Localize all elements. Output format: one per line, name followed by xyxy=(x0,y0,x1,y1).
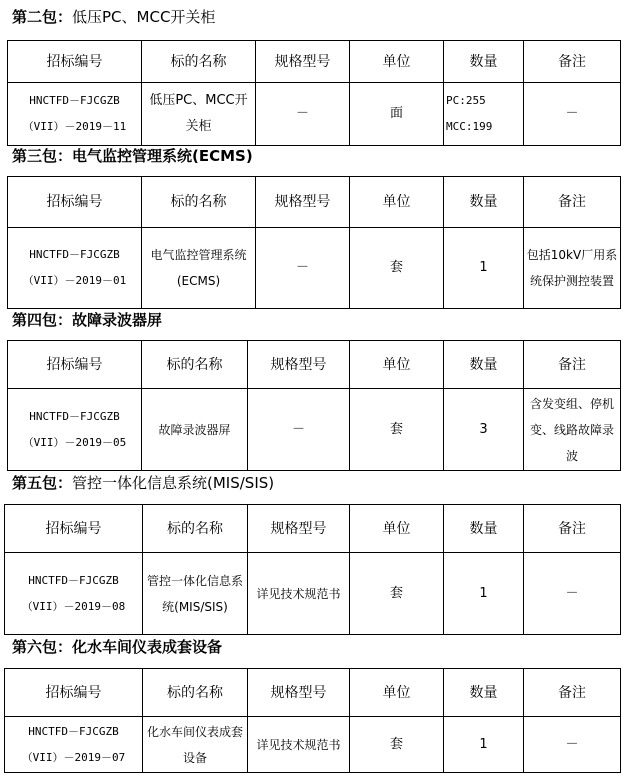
package-table-3 xyxy=(7,176,621,309)
header-remark: 备注 xyxy=(524,669,621,717)
header-remark: 备注 xyxy=(524,341,621,389)
header-spec: 规格型号 xyxy=(256,177,350,228)
table-header-row xyxy=(5,669,621,717)
bid-no-cell: HNCTFD－FJCGZB （VII）－2019－05 xyxy=(8,389,142,471)
remark-cell: － xyxy=(524,83,621,146)
header-name: 标的名称 xyxy=(143,669,248,717)
unit-cell: 套 xyxy=(350,717,444,773)
name-cell: 化水车间仪表成套设备 xyxy=(143,717,248,773)
header-name: 标的名称 xyxy=(142,341,248,389)
header-remark: 备注 xyxy=(524,177,621,228)
package-table-5 xyxy=(4,504,621,635)
qty-cell: 3 xyxy=(444,389,524,471)
header-qty: 数量 xyxy=(444,505,524,553)
spec-cell: － xyxy=(256,228,350,309)
table-row xyxy=(8,228,621,309)
package-table-4 xyxy=(7,340,621,471)
spec-cell: － xyxy=(256,83,350,146)
header-unit: 单位 xyxy=(350,341,444,389)
header-unit: 单位 xyxy=(350,41,444,83)
spec-cell: 详见技术规范书 xyxy=(248,717,350,773)
header-spec: 规格型号 xyxy=(248,505,350,553)
header-bid-no: 招标编号 xyxy=(8,177,142,228)
table-header-row xyxy=(8,341,621,389)
package-heading-3 xyxy=(12,145,253,167)
qty-cell: 1 xyxy=(444,717,524,773)
package-title: 电气监控管理系统(ECMS) xyxy=(72,147,253,165)
table-header-row xyxy=(5,505,621,553)
package-heading-6 xyxy=(12,636,222,658)
header-name: 标的名称 xyxy=(143,505,248,553)
header-spec: 规格型号 xyxy=(248,341,350,389)
bid-no-cell: HNCTFD－FJCGZB （VII）－2019－11 xyxy=(8,83,142,146)
package-heading-2 xyxy=(12,6,215,28)
name-cell: 故障录波器屏 xyxy=(142,389,248,471)
remark-cell: 含发变组、停机变、线路故障录波 xyxy=(524,389,621,471)
remark-cell: － xyxy=(524,553,621,635)
name-cell: 低压PC、MCC开关柜 xyxy=(142,83,256,146)
qty-cell: 1 xyxy=(444,553,524,635)
header-spec: 规格型号 xyxy=(256,41,350,83)
package-prefix: 第五包： xyxy=(12,474,73,492)
header-unit: 单位 xyxy=(350,669,444,717)
spec-cell: － xyxy=(248,389,350,471)
header-bid-no: 招标编号 xyxy=(8,41,142,83)
header-spec: 规格型号 xyxy=(248,669,350,717)
table-header-row xyxy=(8,177,621,228)
header-name: 标的名称 xyxy=(142,177,256,228)
unit-cell: 套 xyxy=(350,389,444,471)
header-bid-no: 招标编号 xyxy=(5,505,143,553)
unit-cell: 套 xyxy=(350,553,444,635)
package-title: 低压PC、MCC开关柜 xyxy=(72,8,216,26)
table-header-row xyxy=(8,41,621,83)
package-title: 故障录波器屏 xyxy=(72,311,163,329)
unit-cell: 面 xyxy=(350,83,444,146)
header-bid-no: 招标编号 xyxy=(5,669,143,717)
package-title: 管控一体化信息系统(MIS/SIS) xyxy=(72,474,275,492)
table-row xyxy=(5,553,621,635)
package-prefix: 第二包： xyxy=(12,8,73,26)
unit-cell: 套 xyxy=(350,228,444,309)
header-remark: 备注 xyxy=(524,505,621,553)
table-row xyxy=(8,389,621,471)
header-unit: 单位 xyxy=(350,177,444,228)
header-name: 标的名称 xyxy=(142,41,256,83)
package-prefix: 第三包： xyxy=(12,147,73,165)
bid-no-cell: HNCTFD－FJCGZB （VII）－2019－08 xyxy=(5,553,143,635)
table-row xyxy=(8,83,621,146)
header-qty: 数量 xyxy=(444,669,524,717)
bid-no-cell: HNCTFD－FJCGZB （VII）－2019－07 xyxy=(5,717,143,773)
table-row xyxy=(5,717,621,773)
qty-cell: 1 xyxy=(444,228,524,309)
package-table-6 xyxy=(4,668,621,773)
package-table-2 xyxy=(7,40,621,146)
package-prefix: 第六包： xyxy=(12,638,73,656)
package-title: 化水车间仪表成套设备 xyxy=(72,638,223,656)
header-remark: 备注 xyxy=(524,41,621,83)
header-qty: 数量 xyxy=(444,341,524,389)
spec-cell: 详见技术规范书 xyxy=(248,553,350,635)
qty-cell: PC:255 MCC:199 xyxy=(444,83,524,146)
remark-cell: 包括10kV厂用系统保护测控装置 xyxy=(524,228,621,309)
name-cell: 电气监控管理系统(ECMS) xyxy=(142,228,256,309)
package-heading-5 xyxy=(12,472,274,494)
header-unit: 单位 xyxy=(350,505,444,553)
bid-no-cell: HNCTFD－FJCGZB （VII）－2019－01 xyxy=(8,228,142,309)
package-prefix: 第四包： xyxy=(12,311,73,329)
remark-cell: － xyxy=(524,717,621,773)
name-cell: 管控一体化信息系统(MIS/SIS) xyxy=(143,553,248,635)
package-heading-4 xyxy=(12,309,162,331)
header-qty: 数量 xyxy=(444,41,524,83)
header-bid-no: 招标编号 xyxy=(8,341,142,389)
header-qty: 数量 xyxy=(444,177,524,228)
